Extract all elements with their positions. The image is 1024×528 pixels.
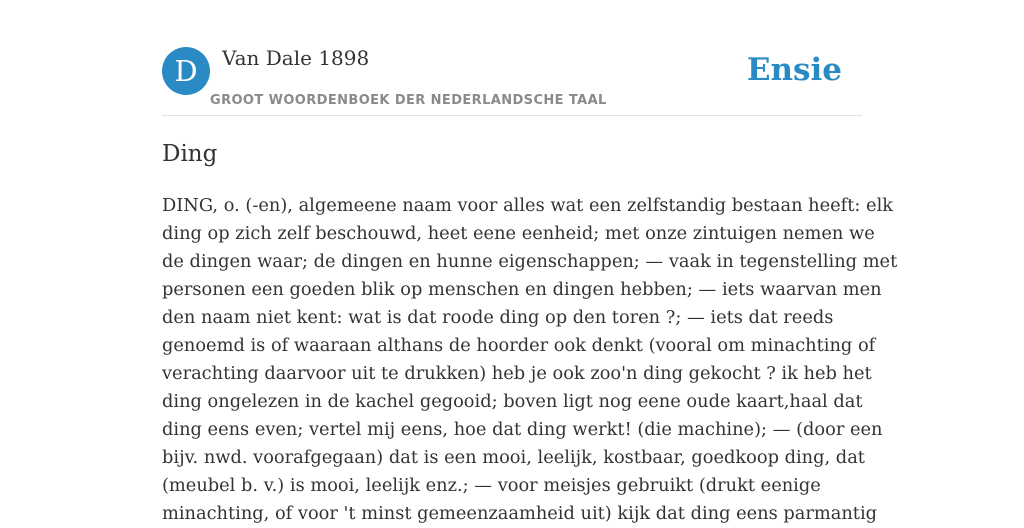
header-divider <box>162 115 862 116</box>
definition-line: minachting, of voor 't minst gemeenzaamheid uit) kijk dat ding eens parmantig <box>162 503 878 524</box>
definition-line: bijv. nwd. voorafgegaan) dat is een mooi, leelijk, kostbaar, goedkoop ding, dat <box>162 447 865 468</box>
definition-line: (meubel b. v.) is mooi, leelijk enz.; — voor meisjes gebruikt (drukt eenige <box>162 475 821 496</box>
dictionary-header <box>162 46 862 116</box>
definition-line: ding ongelezen in de kachel gegooid; boven ligt nog eene oude kaart,haal dat <box>162 391 863 412</box>
definition-line: ding op zich zelf beschouwd, heet eene eenheid; met onze zintuigen nemen we <box>162 223 875 244</box>
definition-line: genoemd is of waaraan althans de hoorder ook denkt (vooral om minachting of <box>162 335 876 356</box>
definition-line: personen een goeden blik op menschen en dingen hebben; — iets waarvan men <box>162 279 882 300</box>
entry-headword: Ding <box>162 141 218 167</box>
definition-line: verachting daarvoor uit te drukken) heb je ook zoo'n ding gekocht ? ik heb het <box>162 363 872 384</box>
definition-line: ding eens even; vertel mij eens, hoe dat ding werkt! (die machine); — (door een <box>162 419 883 440</box>
entry-definition <box>162 192 898 528</box>
definition-line: DING, o. (-en), algemeene naam voor alles wat een zelfstandig bestaan heeft: elk <box>162 195 894 216</box>
definition-line: den naam niet kent: wat is dat roode ding op den toren ?; — iets dat reeds <box>162 307 834 328</box>
dictionary-subtitle: GROOT WOORDENBOEK DER NEDERLANDSCHE TAAL <box>210 93 607 108</box>
dictionary-logo[interactable]: D <box>162 47 210 95</box>
ensie-logo-link[interactable]: Ensie <box>746 52 842 88</box>
definition-line: de dingen waar; de dingen en hunne eigenschappen; — vaak in tegenstelling met <box>162 251 898 272</box>
dictionary-title[interactable]: Van Dale 1898 <box>222 46 370 70</box>
